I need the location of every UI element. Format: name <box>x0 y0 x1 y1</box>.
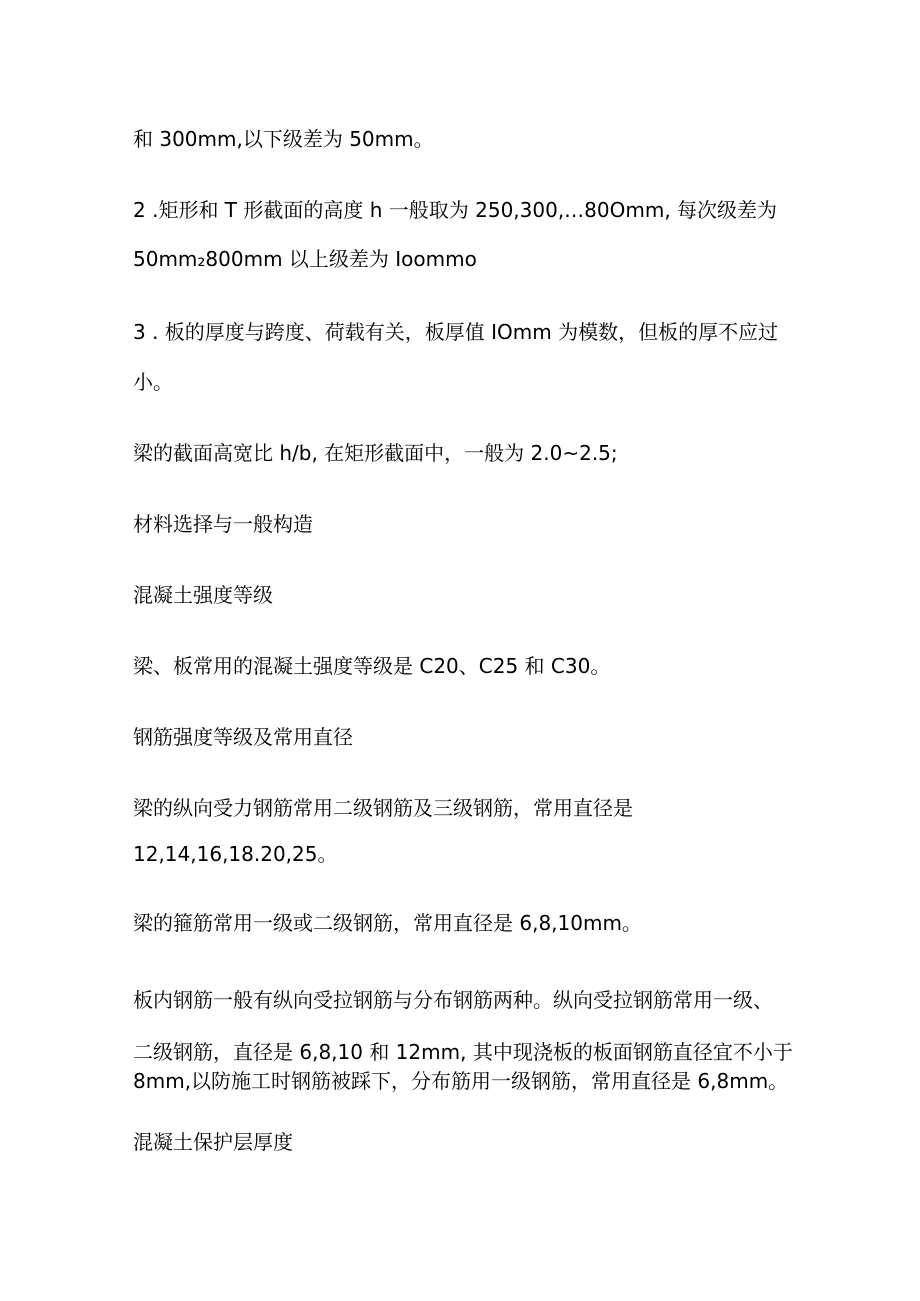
text-line: 梁的截面高宽比 h/b, 在矩形截面中，一般为 2.0~2.5; <box>133 441 618 465</box>
text-line: 梁的箍筋常用一级或二级钢筋，常用直径是 6,8,10mm。 <box>133 911 642 935</box>
list-item-3-line-1: 3 . 板的厚度与跨度、荷载有关，板厚值 IOmm 为模数，但板的厚不应过 <box>133 320 779 344</box>
section-heading: 混凝土强度等级 <box>133 583 273 607</box>
text-line: 12,14,16,18.20,25。 <box>133 842 338 866</box>
list-item-3-line-2: 小。 <box>133 370 173 394</box>
text-line: 二级钢筋，直径是 6,8,10 和 12mm, 其中现浇板的板面钢筋直径宜不小于 <box>133 1040 793 1064</box>
text-line: 8mm,以防施工时钢筋被踩下，分布筋用一级钢筋，常用直径是 6,8mm。 <box>133 1069 789 1093</box>
section-heading: 混凝土保护层厚度 <box>133 1130 293 1154</box>
text-line: 梁的纵向受力钢筋常用二级钢筋及三级钢筋，常用直径是 <box>133 796 633 820</box>
text-line: 板内钢筋一般有纵向受拉钢筋与分布钢筋两种。纵向受拉钢筋常用一级、 <box>133 988 773 1012</box>
section-heading: 钢筋强度等级及常用直径 <box>133 725 353 749</box>
list-item-2-line-2: 50mm₂800mm 以上级差为 Ioommo <box>133 247 477 271</box>
section-heading: 材料选择与一般构造 <box>133 512 313 536</box>
text-line: 和 300mm,以下级差为 50mm。 <box>133 127 434 151</box>
text-line: 梁、板常用的混凝土强度等级是 C20、C25 和 C30。 <box>133 654 611 678</box>
list-item-2-line-1: 2 .矩形和 T 形截面的高度 h 一般取为 250,300,…80Omm, 每次级差为 <box>133 198 778 222</box>
